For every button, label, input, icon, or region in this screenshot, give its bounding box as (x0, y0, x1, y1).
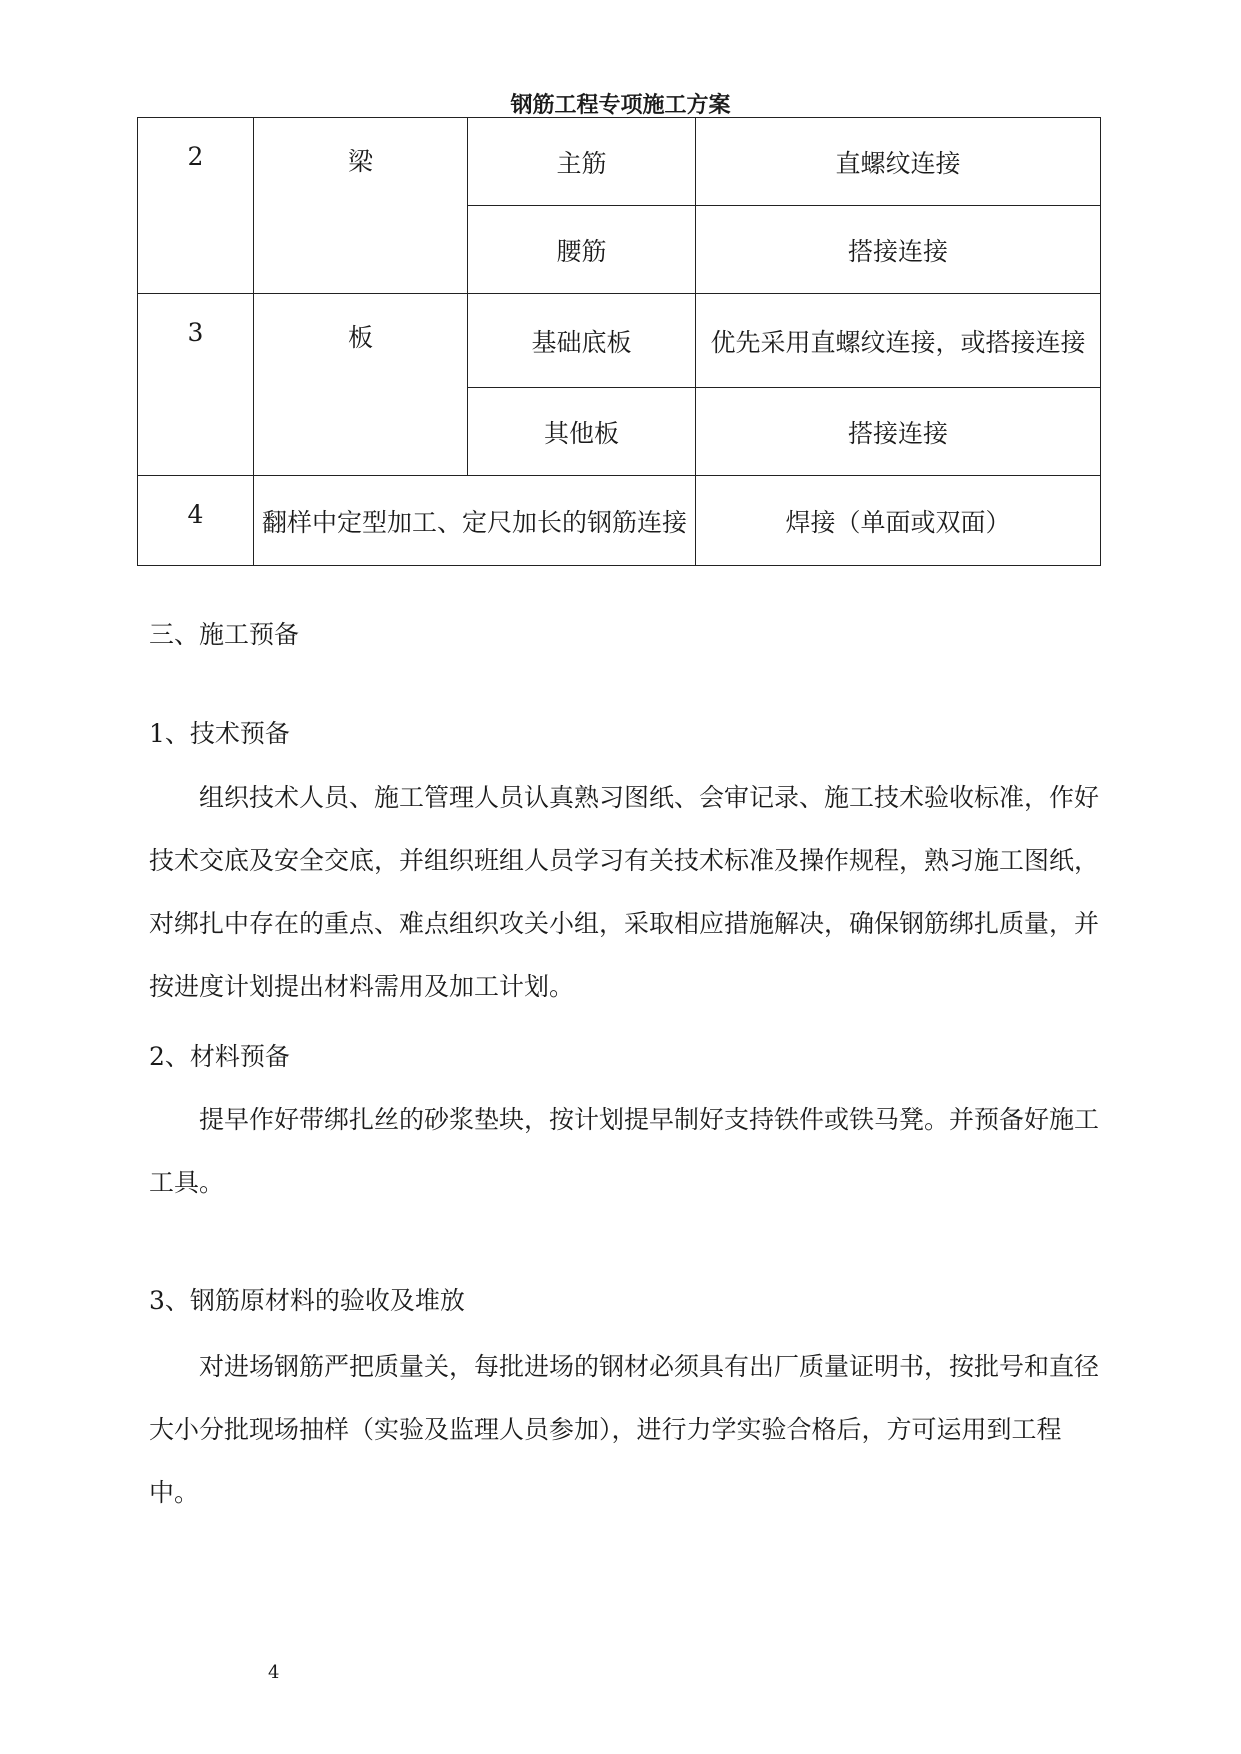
page-header-title: 钢筋工程专项施工方案 (510, 93, 731, 118)
connection-method-table (137, 117, 1101, 566)
rebar-type: 其他板 (468, 388, 696, 476)
table-row (138, 294, 1101, 388)
paragraph: 提早作好带绑扎丝的砂浆垫块，按计划提早制好支持铁件或铁马凳。并预备好施工工具。 (149, 1105, 1100, 1197)
paragraph: 组织技术人员、施工管理人员认真熟习图纸、会审记录、施工技术验收标准，作好技术交底及安全交底，并组织班组人员学习有关技术标准及操作规程，熟习施工图纸，对绑扎中存在的重点、难点组织攻关小组，采取相应措施解决，确保钢筋绑扎质量，并按进度计划提出材料需用及加工计划。 (149, 783, 1100, 1001)
merged-description: 翻样中定型加工、定尺加长的钢筋连接 (254, 476, 696, 566)
subsection-heading: 3、钢筋原材料的验收及堆放 (149, 1286, 465, 1315)
row-number: 2 (138, 118, 254, 294)
connection-method: 搭接连接 (696, 206, 1101, 294)
rebar-type: 基础底板 (468, 294, 696, 388)
row-number: 3 (138, 294, 254, 476)
subsection-heading: 2、材料预备 (149, 1042, 290, 1071)
member-type: 梁 (254, 118, 468, 294)
page-number: 4 (268, 1662, 280, 1683)
rebar-type: 主筋 (468, 118, 696, 206)
rebar-type: 腰筋 (468, 206, 696, 294)
table-row (138, 476, 1101, 566)
subsection-heading: 1、技术预备 (149, 719, 290, 748)
paragraph: 对进场钢筋严把质量关，每批进场的钢材必须具有出厂质量证明书，按批号和直径大小分批现场抽样（实验及监理人员参加），进行力学实验合格后，方可运用到工程中。 (149, 1352, 1100, 1507)
member-type: 板 (254, 294, 468, 476)
connection-method: 优先采用直螺纹连接，或搭接连接 (696, 294, 1101, 388)
connection-method: 焊接（单面或双面） (696, 476, 1101, 566)
row-number: 4 (138, 476, 254, 566)
connection-method: 直螺纹连接 (696, 118, 1101, 206)
section-heading: 三、施工预备 (149, 620, 300, 649)
table-row (138, 118, 1101, 206)
connection-method: 搭接连接 (696, 388, 1101, 476)
